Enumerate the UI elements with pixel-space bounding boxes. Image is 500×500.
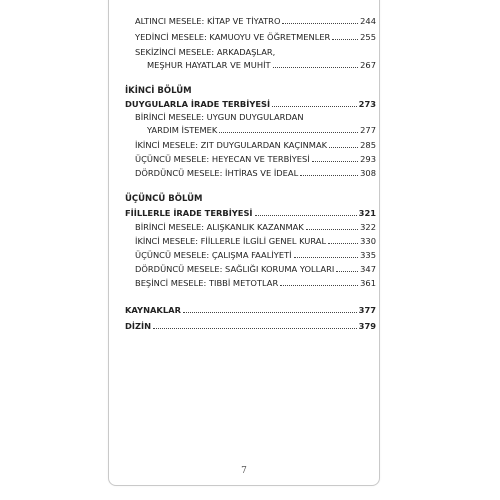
toc-entry-page: 347 — [360, 264, 376, 274]
toc-leader-dots — [306, 229, 358, 230]
toc-entry-page: 244 — [360, 16, 376, 26]
toc-section-page: 273 — [358, 99, 376, 109]
toc-leader-dots — [153, 328, 357, 329]
toc-leader-dots — [300, 175, 358, 176]
toc-leader-dots — [219, 132, 358, 133]
toc-entry — [135, 154, 376, 164]
toc-entry-page: 330 — [360, 236, 376, 246]
toc-entry — [135, 140, 376, 150]
toc-section-label: KAYNAKLAR — [125, 305, 181, 315]
toc-entry-page: 308 — [360, 168, 376, 178]
toc-entry-label-continued: MEŞHUR HAYATLAR VE MUHİT — [147, 60, 271, 70]
toc-leader-dots — [329, 147, 358, 148]
toc-entry-page: 267 — [360, 60, 376, 70]
toc-entry-label: ALTINCI MESELE: KİTAP VE TİYATRO — [135, 16, 281, 26]
toc-section-page: 321 — [358, 208, 376, 218]
toc-section — [125, 99, 376, 109]
toc-entry-label-continued: YARDIM İSTEMEK — [147, 125, 218, 135]
toc-entry-label: ÜÇÜNCÜ MESELE: ÇALIŞMA FAALİYETİ — [135, 250, 292, 260]
toc-entry — [135, 32, 376, 42]
toc-leader-dots — [273, 67, 359, 68]
toc-section — [125, 305, 376, 315]
toc-entry-page: 335 — [360, 250, 376, 260]
toc-leader-dots — [280, 285, 358, 286]
toc-entry-label: İKİNCİ MESELE: FİİLLERLE İLGİLİ GENEL KURAL — [135, 236, 327, 246]
toc-section-label: DUYGULARLA İRADE TERBİYESİ — [125, 99, 271, 109]
toc-entry — [135, 168, 376, 178]
toc-leader-dots — [336, 271, 358, 272]
toc-leader-dots — [294, 257, 359, 258]
toc-entry — [147, 60, 376, 70]
toc-entry — [135, 222, 376, 232]
toc-section — [125, 208, 376, 218]
toc-leader-dots — [328, 243, 358, 244]
toc-section-page: 377 — [358, 305, 376, 315]
toc-entry-page: 361 — [360, 278, 376, 288]
part-heading: ÜÇÜNCÜ BÖLÜM — [125, 194, 203, 204]
toc-entry — [135, 236, 376, 246]
toc-section-label: FİİLLERLE İRADE TERBİYESİ — [125, 208, 253, 218]
toc-entry-page: 255 — [360, 32, 376, 42]
toc-leader-dots — [312, 161, 358, 162]
toc-entry-label: ÜÇÜNCÜ MESELE: HEYECAN VE TERBİYESİ — [135, 154, 310, 164]
toc-entry — [135, 278, 376, 288]
toc-entry-label: BEŞİNCİ MESELE: TIBBİ METOTLAR — [135, 278, 279, 288]
toc-leader-dots — [255, 215, 357, 216]
toc-leader-dots — [183, 312, 357, 313]
toc-leader-dots — [272, 106, 357, 107]
toc-entry-label: DÖRDÜNCÜ MESELE: SAĞLIĞI KORUMA YOLLARI — [135, 264, 335, 274]
part-heading: İKİNCİ BÖLÜM — [125, 86, 192, 96]
toc-entry-page: 293 — [360, 154, 376, 164]
toc-entry — [147, 125, 376, 135]
toc-entry — [135, 264, 376, 274]
toc-entry-label: DÖRDÜNCÜ MESELE: İHTİRAS VE İDEAL — [135, 168, 299, 178]
toc-entry-label: BİRİNCİ MESELE: UYGUN DUYGULARDAN — [135, 112, 304, 122]
toc-entry-label: SEKİZİNCİ MESELE: ARKADAŞLAR, — [135, 47, 276, 57]
toc-section-label: DİZİN — [125, 321, 152, 331]
toc-entry-label: YEDİNCİ MESELE: KAMUOYU VE ÖĞRETMENLER — [135, 32, 331, 42]
toc-entry — [135, 16, 376, 26]
toc-leader-dots — [282, 23, 358, 24]
toc-section — [125, 321, 376, 331]
toc-leader-dots — [332, 39, 358, 40]
toc-entry-page: 285 — [360, 140, 376, 150]
toc-entry-page: 322 — [360, 222, 376, 232]
toc-section-page: 379 — [358, 321, 376, 331]
toc-entry-label: BİRİNCİ MESELE: ALIŞKANLIK KAZANMAK — [135, 222, 304, 232]
page-number: 7 — [241, 466, 247, 476]
toc-entry — [135, 250, 376, 260]
toc-entry-label: İKİNCİ MESELE: ZIT DUYGULARDAN KAÇINMAK — [135, 140, 328, 150]
toc-entry-page: 277 — [360, 125, 376, 135]
